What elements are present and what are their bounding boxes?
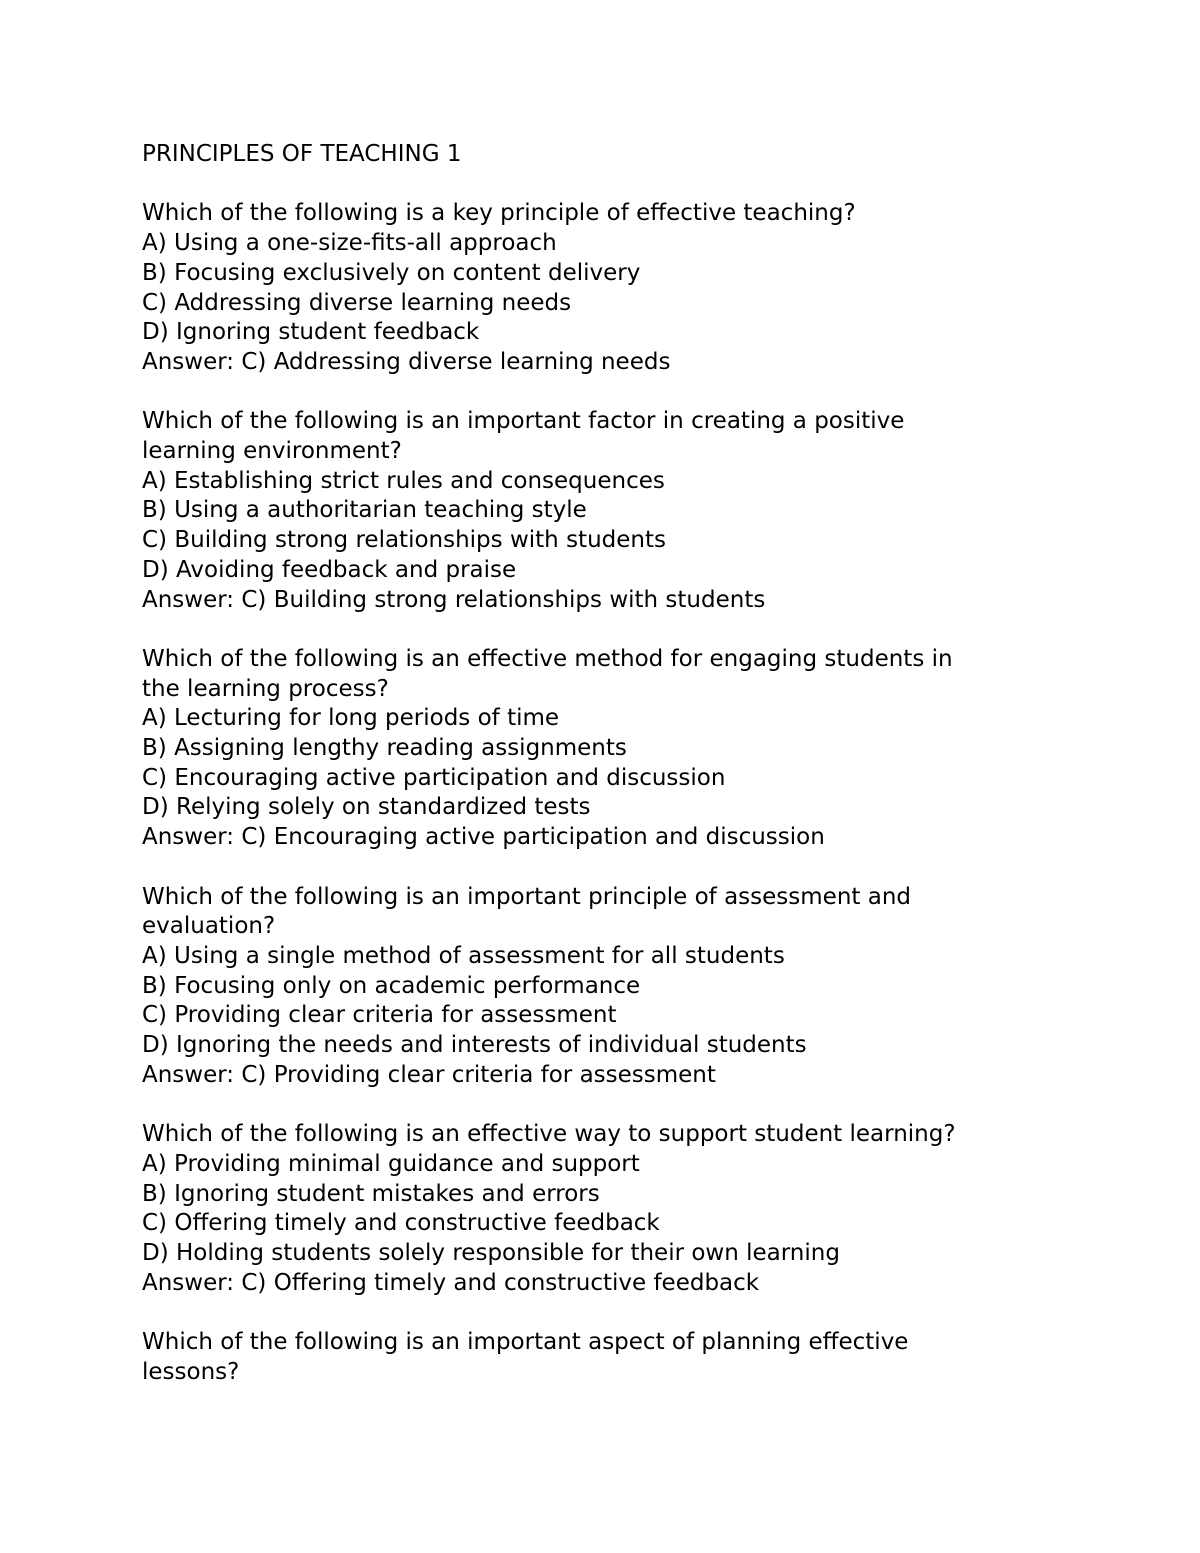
question-text: Which of the following is an important factor in creating a positive xyxy=(142,408,905,435)
option-d: D) Avoiding feedback and praise xyxy=(142,556,517,583)
option-b: B) Focusing only on academic performance xyxy=(142,972,641,999)
option-d: D) Relying solely on standardized tests xyxy=(142,794,591,821)
option-c: C) Addressing diverse learning needs xyxy=(142,289,572,316)
option-a: A) Using a one-size-fits-all approach xyxy=(142,230,557,257)
question-text-continued: the learning process? xyxy=(142,675,389,702)
question-block-4 xyxy=(142,883,1082,1091)
option-c: C) Building strong relationships with students xyxy=(142,527,666,554)
option-d: D) Ignoring student feedback xyxy=(142,319,480,346)
question-block-1 xyxy=(142,199,1082,377)
option-b: B) Focusing exclusively on content delivery xyxy=(142,259,641,286)
option-c: C) Providing clear criteria for assessment xyxy=(142,1002,617,1029)
option-c: C) Encouraging active participation and discussion xyxy=(142,764,726,791)
option-d: D) Holding students solely responsible for their own learning xyxy=(142,1239,840,1266)
question-text-continued: learning environment? xyxy=(142,438,402,464)
question-text: Which of the following is an important principle of assessment and xyxy=(142,883,911,910)
option-d: D) Ignoring the needs and interests of individual students xyxy=(142,1032,807,1059)
document-content xyxy=(142,140,1082,1387)
option-a: A) Lecturing for long periods of time xyxy=(142,705,560,732)
question-text: Which of the following is a key principle of effective teaching? xyxy=(142,200,856,227)
question-text: Which of the following is an effective way to support student learning? xyxy=(142,1121,956,1148)
answer-line: Answer: C) Offering timely and constructive feedback xyxy=(142,1269,760,1296)
option-b: B) Ignoring student mistakes and errors xyxy=(142,1180,600,1207)
question-text-continued: evaluation? xyxy=(142,913,276,940)
answer-line: Answer: C) Providing clear criteria for assessment xyxy=(142,1061,716,1088)
option-b: B) Assigning lengthy reading assignments xyxy=(142,735,627,762)
question-text: Which of the following is an effective method for engaging students in xyxy=(142,645,953,672)
question-block-3 xyxy=(142,645,1082,853)
question-text: Which of the following is an important aspect of planning effective xyxy=(142,1329,909,1356)
answer-line: Answer: C) Addressing diverse learning needs xyxy=(142,348,671,375)
question-block-6 xyxy=(142,1328,1082,1387)
question-block-2 xyxy=(142,407,1082,615)
option-a: A) Using a single method of assessment for all students xyxy=(142,942,785,969)
page-title: PRINCIPLES OF TEACHING 1 xyxy=(142,141,462,167)
answer-line: Answer: C) Encouraging active participation and discussion xyxy=(142,824,825,851)
answer-line: Answer: C) Building strong relationships with students xyxy=(142,586,766,613)
question-text-continued: lessons? xyxy=(142,1358,240,1385)
question-block-5 xyxy=(142,1120,1082,1298)
option-a: A) Providing minimal guidance and support xyxy=(142,1150,640,1177)
option-a: A) Establishing strict rules and consequences xyxy=(142,467,665,494)
option-b: B) Using a authoritarian teaching style xyxy=(142,497,587,524)
option-c: C) Offering timely and constructive feedback xyxy=(142,1210,660,1237)
